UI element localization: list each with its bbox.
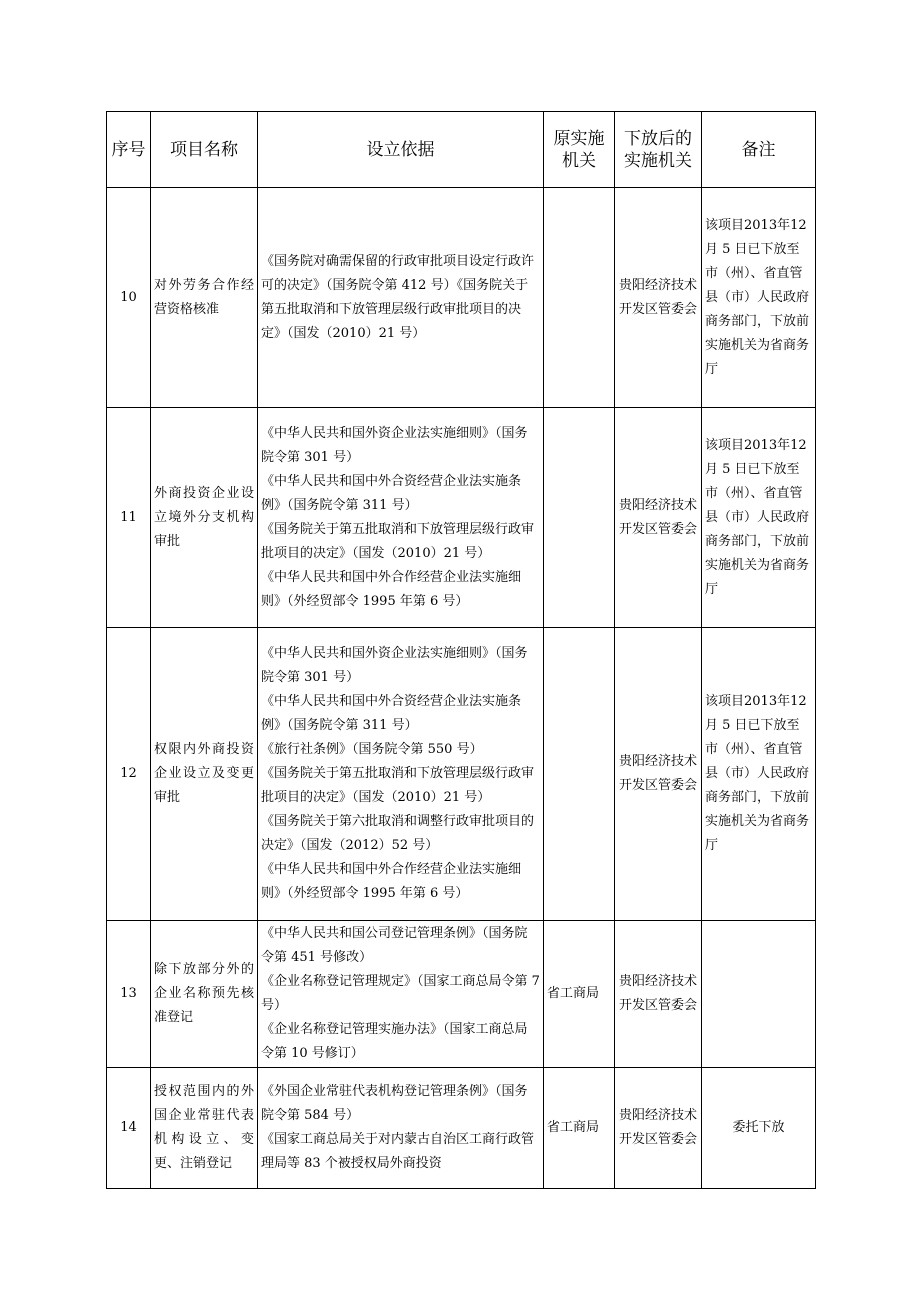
row-seq: 10	[107, 188, 151, 408]
row-name: 对外劳务合作经营资格核准	[151, 188, 258, 408]
row-new: 贵阳经济技术开发区管委会	[615, 408, 702, 628]
basis-line: 《中华人民共和国中外合作经营企业法实施细则》（外经贸部令 1995 年第 6 号）	[261, 862, 522, 901]
row-note: 委托下放	[702, 1068, 816, 1189]
basis-line: 《国务院关于第六批取消和调整行政审批项目的决定》（国发（2012）52 号）	[261, 814, 535, 853]
table-row	[107, 628, 816, 921]
approval-items-table	[106, 111, 816, 1189]
header-name: 项目名称	[151, 112, 258, 188]
row-name: 权限内外商投资企业设立及变更审批	[151, 628, 258, 921]
basis-line: 《国务院关于第五批取消和下放管理层级行政审批项目的决定》（国发（2010）21 号）	[261, 521, 535, 561]
row-orig	[544, 188, 615, 408]
table-row	[107, 408, 816, 628]
row-orig	[544, 408, 615, 628]
header-new: 下放后的实施机关	[615, 112, 702, 188]
header-row	[107, 112, 816, 188]
row-basis	[258, 921, 544, 1068]
row-name: 除下放部分外的企业名称预先核准登记	[151, 921, 258, 1068]
row-note: 该项目2013年12月 5 日已下放至市（州）、省直管县（市）人民政府商务部门，下放前实施机关为省商务厅	[702, 188, 816, 408]
header-seq: 序号	[107, 112, 151, 188]
row-seq: 11	[107, 408, 151, 628]
row-basis	[258, 1068, 544, 1189]
row-new: 贵阳经济技术开发区管委会	[615, 628, 702, 921]
row-note: 该项目2013年12月 5 日已下放至市（州）、省直管县（市）人民政府商务部门，下放前实施机关为省商务厅	[702, 628, 816, 921]
row-new: 贵阳经济技术开发区管委会	[615, 1068, 702, 1189]
row-orig: 省工商局	[544, 921, 615, 1068]
basis-line: 《国务院对确需保留的行政审批项目设定行政许可的决定》（国务院令第 412 号）《国务院关于第五批取消和下放管理层级行政审批项目的决定》（国发（2010）21 号）	[261, 253, 535, 341]
basis-line: 《中华人民共和国中外合资经营企业法实施条例》（国务院令第 311 号）	[261, 473, 522, 513]
row-name: 授权范围内的外国企业常驻代表机构设立、变更、注销登记	[151, 1068, 258, 1189]
basis-line: 《旅行社条例》（国务院令第 550 号）	[261, 742, 483, 757]
basis-line: 《中华人民共和国公司登记管理条例》（国务院令第 451 号修改）	[261, 926, 528, 965]
basis-line: 《中华人民共和国中外合资经营企业法实施条例》（国务院令第 311 号）	[261, 694, 522, 733]
row-note	[702, 921, 816, 1068]
row-new: 贵阳经济技术开发区管委会	[615, 921, 702, 1068]
row-seq: 13	[107, 921, 151, 1068]
row-orig	[544, 628, 615, 921]
basis-line: 《中华人民共和国外资企业法实施细则》（国务院令第 301 号）	[261, 646, 528, 685]
header-basis: 设立依据	[258, 112, 544, 188]
basis-line: 《外国企业常驻代表机构登记管理条例》（国务院令第 584 号）	[261, 1084, 528, 1123]
row-basis	[258, 188, 544, 408]
basis-line: 《中华人民共和国外资企业法实施细则》（国务院令第 301 号）	[261, 425, 528, 465]
row-basis	[258, 628, 544, 921]
table-row	[107, 1068, 816, 1189]
row-seq: 14	[107, 1068, 151, 1189]
row-orig: 省工商局	[544, 1068, 615, 1189]
table-body	[107, 188, 816, 1189]
header-note: 备注	[702, 112, 816, 188]
basis-line: 《企业名称登记管理规定》（国家工商总局令第 7 号）	[261, 974, 540, 1013]
header-orig: 原实施机关	[544, 112, 615, 188]
basis-line: 《国家工商总局关于对内蒙古自治区工商行政管理局等 83 个被授权局外商投资	[261, 1132, 535, 1171]
basis-line: 《国务院关于第五批取消和下放管理层级行政审批项目的决定》（国发（2010）21 号）	[261, 766, 535, 805]
basis-line: 《中华人民共和国中外合作经营企业法实施细则》（外经贸部令 1995 年第 6 号）	[261, 569, 522, 609]
row-note: 该项目2013年12月 5 日已下放至市（州）、省直管县（市）人民政府商务部门，下放前实施机关为省商务厅	[702, 408, 816, 628]
row-new: 贵阳经济技术开发区管委会	[615, 188, 702, 408]
basis-line: 《企业名称登记管理实施办法》（国家工商总局令第 10 号修订）	[261, 1022, 528, 1061]
row-name: 外商投资企业设立境外分支机构审批	[151, 408, 258, 628]
row-seq: 12	[107, 628, 151, 921]
table-row	[107, 921, 816, 1068]
row-basis	[258, 408, 544, 628]
table-row	[107, 188, 816, 408]
